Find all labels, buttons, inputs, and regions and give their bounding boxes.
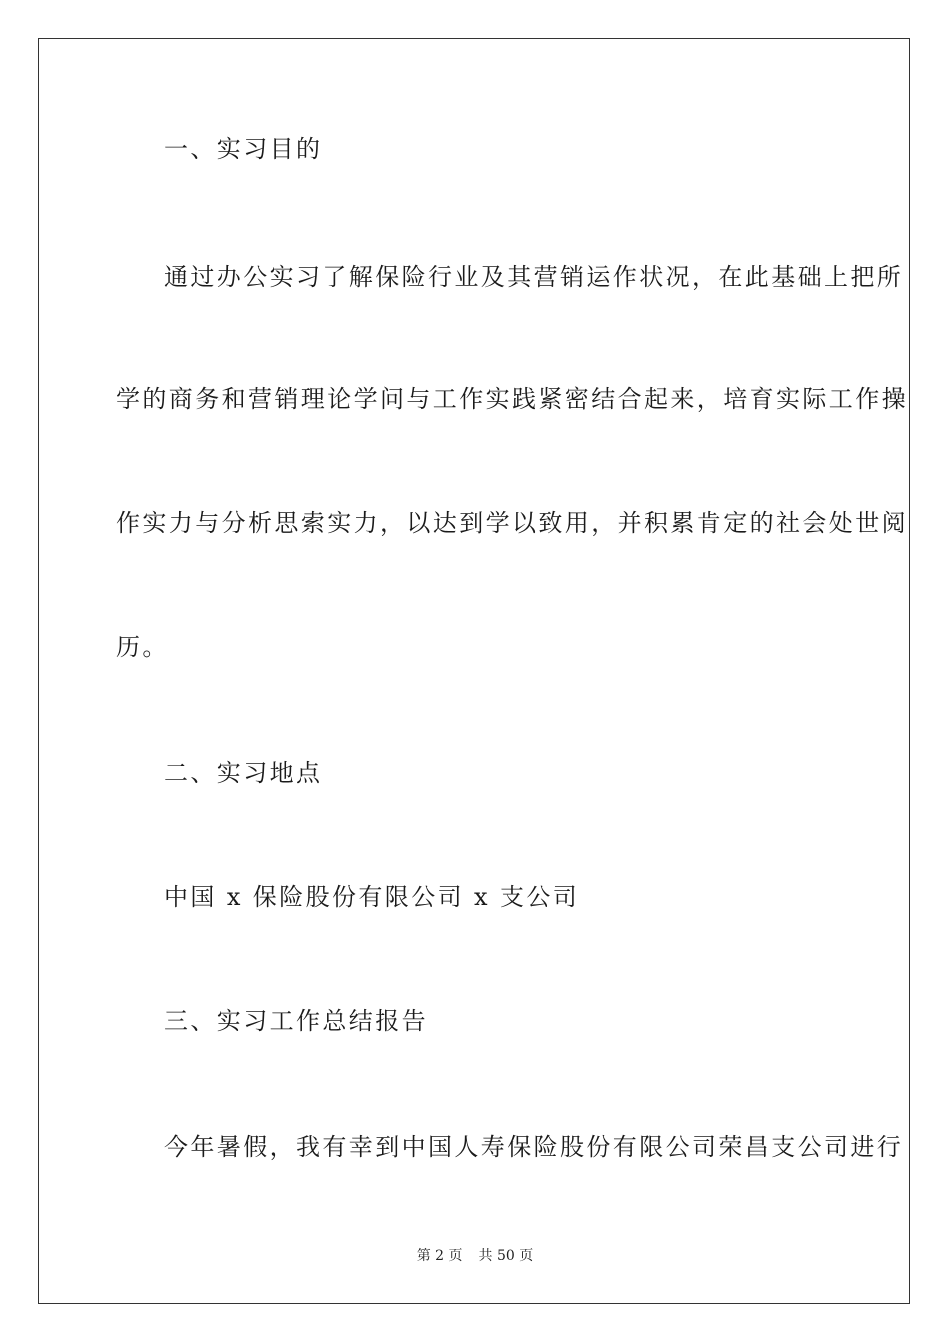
paragraph-line: 作实力与分析思索实力，以达到学以致用，并积累肯定的社会处世阅: [116, 509, 908, 537]
page-total: 共 50 页: [478, 1248, 534, 1264]
paragraph-line: 学的商务和营销理论学问与工作实践紧密结合起来，培育实际工作操: [116, 385, 908, 413]
paragraph-line: 通过办公实习了解保险行业及其营销运作状况，在此基础上把所: [164, 263, 904, 291]
heading-location: 二、实习地点: [164, 759, 323, 787]
page-border: [38, 38, 910, 1304]
paragraph-line: 今年暑假，我有幸到中国人寿保险股份有限公司荣昌支公司进行: [164, 1133, 904, 1161]
heading-report: 三、实习工作总结报告: [164, 1007, 428, 1035]
paragraph-line: 历。: [116, 633, 169, 661]
heading-objective: 一、实习目的: [164, 135, 323, 163]
page-number: 第 2 页: [416, 1248, 463, 1264]
page-footer: [0, 1246, 950, 1266]
location-text: 中国 x 保险股份有限公司 x 支公司: [164, 883, 580, 911]
